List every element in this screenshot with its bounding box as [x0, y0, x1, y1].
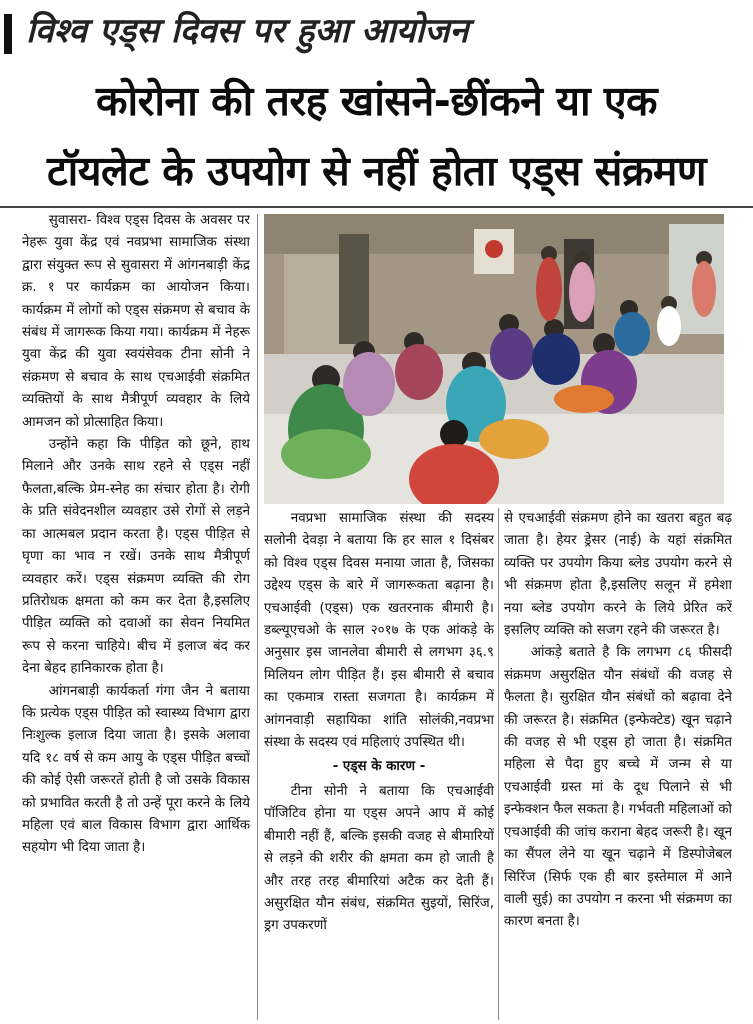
kicker — [0, 0, 753, 62]
article-column-3 — [504, 508, 732, 1020]
paragraph: आंकड़े बताते है कि लगभग ८६ फीसदी संक्रमण असुरक्षित यौन संबंधों की वजह से फैलता है। सुरक्षित यौन संबंधों को बढ़ावा देने की जरूरत है। संक्रमित (इन्फेक्टेड) खून चढ़ाने की वजह से भी एड्स हो जाता है। संक्रमित महिला से पैदा हुए बच्चे में जन्म से या एचआईवी ग्रस्त मां के दूध पिलाने से भी इन्फेक्शन फैल सकता है। गर्भवती महिलाओं को एचआईवी की जांच कराना बेहद जरूरी है। खून का सैंपल लेने या खून चढ़ाने में डिस्पोजेबल सिरिंज (सिर्फ एक ही बार इस्तेमाल में आने वाली सुई) का उपयोग न करना भी संक्रमण का कारण बनता है। — [504, 645, 732, 930]
article-column-1 — [22, 210, 250, 1020]
article-column-2 — [264, 508, 494, 1020]
event-photo — [264, 214, 724, 504]
column-divider — [257, 214, 258, 1020]
paragraph: सुवासरा- विश्व एड्स दिवस के अवसर पर नेहरू युवा केंद्र एवं नवप्रभा सामाजिक संस्था द्वारा संयुक्त रूप से सुवासरा में आंगनबाड़ी केंद्र क्र. १ पर कार्यक्रम का आयोजन किया। कार्यक्रम में लोगों को एड्स संक्रमण से बचाव के संबंध में जागरूक किया गया। कार्यक्रम में नेहरू युवा केंद्र की युवा स्वयंसेवक टीना सोनी ने संक्रमण से बचाव के साथ एचआईवी संक्रमित व्यक्तियों के साथ मैत्रीपूर्ण व्यवहार के लिये आमजन को प्रोत्साहित किया। — [22, 213, 250, 430]
headline-divider — [0, 206, 753, 208]
paragraph: टीना सोनी ने बताया कि एचआईवी पॉजिटिव होना या एड्स अपने आप में कोई बीमारी नहीं हैं, बल्कि इसकी वजह से बीमारियों से लड़ने की शरीर की क्षमता कम हो जाती है और तरह तरह बीमारियां अटैक कर देती हैं। असुरक्षित यौन संबंध, संक्रमित सुइयों, सिरिंज, ड्रग उपकरणों — [264, 783, 494, 934]
kicker-bar — [4, 14, 12, 54]
column-divider — [498, 508, 499, 1020]
paragraph: उन्होंने कहा कि पीड़ित को छूने, हाथ मिलाने और उनके साथ रहने से एड्स नहीं फैलता,बल्कि प्रेम-स्नेह का संचार होता है। रोगी के प्रति संवेदनशील व्यवहार उसे रोगों से लड़ने का आत्मबल प्रदान करता है। एड्स पीड़ित से घृणा का भाव न रखें। उनके साथ मैत्रीपूर्ण व्यवहार करें। एड्स संक्रमण व्यक्ति की रोग प्रतिरोधक क्षमता को कम कर देता है,इसलिए पीड़ित व्यक्ति को दवाओं का सेवन नियमित रूप से करना चाहिये। बीच में इलाज बंद कर देना बेहद हानिकारक होता है। — [22, 437, 250, 677]
paragraph: नवप्रभा सामाजिक संस्था की सदस्य सलोनी देवड़ा ने बताया कि हर साल १ दिसंबर को विश्व एड्स दिवस मनाया जाता है, जिसका उद्देश्य एड्स के बारे में जागरूकता बढ़ाना है। एचआईवी (एड्स) एक खतरनाक बीमारी है। डब्ल्यूएचओ के साल २०१७ के एक आंकड़े के अनुसार इस जानलेवा बीमारी से लगभग ३६.९ मिलियन लोग पीड़ित हैं। इस बीमारी से बचाव का एकमात्र रास्ता सजगता है। कार्यक्रम में आंगनवाड़ी सहायिका शांति सोलंकी,नवप्रभा संस्था के सदस्य एवं महिलाएं उपस्थित थी। — [264, 511, 494, 751]
headline-line-2: टॉयलेट के उपयोग से नहीं होता एड्स संक्रमण — [46, 147, 707, 195]
paragraph: आंगनबाड़ी कार्यकर्ता गंगा जैन ने बताया कि प्रत्येक एड्स पीड़ित को स्वास्थ्य विभाग द्वारा निःशुल्क इलाज दिया जाता है। इसके अलावा यदि १८ वर्ष से कम आयु के एड्स पीड़ित बच्चों की कोई ऐसी जरूरतें होती है जो उसके विकास को प्रभावित करती है तो उन्हें पूरा करने के लिये महिला एवं बाल विकास विभाग द्वारा आर्थिक सहयोग भी दिया जाता है। — [22, 683, 250, 856]
paragraph: से एचआईवी संक्रमण होने का खतरा बहुत बढ़ जाता है। हेयर ड्रेसर (नाई) के यहां संक्रमित व्यक्ति पर उपयोग किया ब्लेड उपयोग करने से भी संक्रमण होता है,इसलिए सलून में हमेशा नया ब्लेड उपयोग करने के लिये प्रेरित करें इसलिए व्यक्ति को सजग रहने की जरूरत है। — [504, 511, 732, 639]
event-photo-illustration — [264, 214, 724, 504]
kicker-text: विश्व एड्स दिवस पर हुआ आयोजन — [26, 11, 469, 51]
section-subheading: - एड्स के कारण - — [332, 759, 426, 775]
headline-line-1: कोरोना की तरह खांसने-छींकने या एक — [95, 77, 658, 125]
